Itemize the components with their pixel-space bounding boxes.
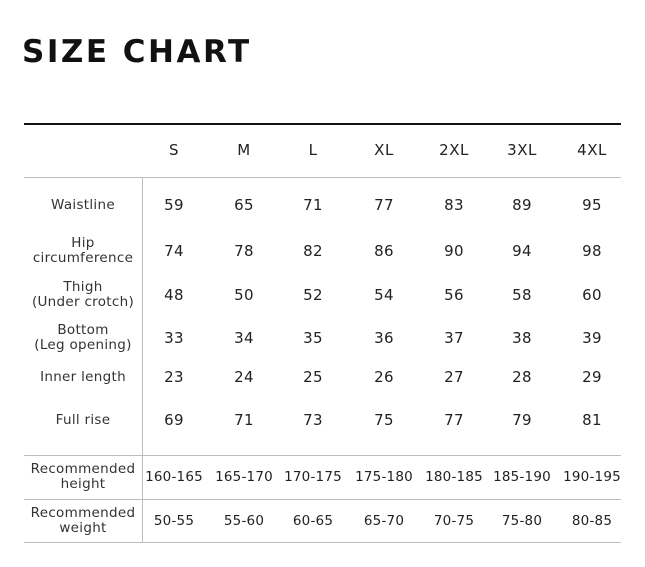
recommendation-cell: 65-70 [363, 513, 405, 529]
measurement-cell: 60 [582, 286, 602, 304]
header-divider [24, 177, 621, 178]
measurement-cell: 58 [512, 286, 532, 304]
row-label-inner-length-text [40, 370, 126, 385]
measurement-cell: 90 [444, 242, 464, 260]
row-label-bottom [24, 320, 142, 356]
size-header-2xl: 2XL [439, 141, 469, 159]
measurement-cell: 73 [303, 411, 323, 429]
recommendation-cell: 60-65 [292, 513, 334, 529]
row-label-waistline-text [51, 198, 115, 213]
recommendation-cell: 190-195 [563, 469, 621, 485]
row-label-recommended-height-text [31, 462, 136, 492]
recommendation-cell: 70-75 [433, 513, 475, 529]
recommendation-cell: 175-180 [355, 469, 413, 485]
recommendation-cell: 160-165 [145, 469, 203, 485]
label-line: circumference [32, 250, 134, 266]
size-header-4xl: 4XL [577, 141, 607, 159]
label-line: (Leg opening) [34, 337, 132, 353]
measurement-cell: 98 [582, 242, 602, 260]
recommendation-divider [24, 499, 621, 500]
measurement-cell: 23 [164, 368, 184, 386]
measurement-cell: 34 [234, 329, 254, 347]
size-chart-table [24, 123, 621, 543]
measurement-cell: 27 [444, 368, 464, 386]
label-line: Bottom [57, 322, 109, 338]
measurement-cell: 24 [234, 368, 254, 386]
measurement-cell: 71 [303, 196, 323, 214]
label-line: Waistline [51, 196, 115, 213]
row-label-recommended-weight-text [31, 506, 136, 536]
size-header-xl: XL [374, 141, 394, 159]
measurement-cell: 86 [374, 242, 394, 260]
label-line: Hip [71, 235, 95, 251]
measurement-cell: 50 [234, 286, 254, 304]
size-header-s: S [168, 141, 180, 159]
measurement-cell: 77 [374, 196, 394, 214]
measurement-cell: 59 [164, 196, 184, 214]
label-line: (Under crotch) [31, 294, 135, 310]
label-line: height [60, 476, 106, 492]
measurement-cell: 48 [164, 286, 184, 304]
row-label-recommended-height [24, 459, 142, 495]
size-header-l: L [308, 141, 318, 159]
row-label-thigh [24, 277, 142, 313]
recommendation-cell: 180-185 [425, 469, 483, 485]
table-top-rule [24, 123, 621, 125]
recommendation-cell: 165-170 [215, 469, 273, 485]
measurement-cell: 95 [582, 196, 602, 214]
measurement-cell: 69 [164, 411, 184, 429]
measurement-cell: 37 [444, 329, 464, 347]
label-line: Recommended [30, 461, 136, 477]
measurement-cell: 56 [444, 286, 464, 304]
measurements-divider [24, 455, 621, 456]
size-header-3xl: 3XL [507, 141, 537, 159]
measurement-cell: 71 [234, 411, 254, 429]
measurement-cell: 54 [374, 286, 394, 304]
measurement-cell: 29 [582, 368, 602, 386]
measurement-cell: 65 [234, 196, 254, 214]
recommendation-cell: 55-60 [223, 513, 265, 529]
measurement-cell: 38 [512, 329, 532, 347]
recommendation-cell: 50-55 [153, 513, 195, 529]
label-line: weight [59, 520, 107, 536]
row-label-waistline [24, 187, 142, 223]
recommendation-cell: 170-175 [284, 469, 342, 485]
measurement-cell: 82 [303, 242, 323, 260]
measurement-cell: 79 [512, 411, 532, 429]
recommendation-cell: 185-190 [493, 469, 551, 485]
size-header-m: M [237, 141, 251, 159]
measurement-cell: 75 [374, 411, 394, 429]
measurement-cell: 89 [512, 196, 532, 214]
row-label-thigh-text [32, 280, 134, 310]
measurement-cell: 78 [234, 242, 254, 260]
recommendation-cell: 80-85 [571, 513, 613, 529]
measurement-cell: 77 [444, 411, 464, 429]
row-label-hip [24, 233, 142, 269]
measurement-cell: 26 [374, 368, 394, 386]
row-label-full-rise [24, 402, 142, 438]
measurement-cell: 94 [512, 242, 532, 260]
measurement-cell: 81 [582, 411, 602, 429]
measurement-cell: 36 [374, 329, 394, 347]
measurement-cell: 74 [164, 242, 184, 260]
measurement-cell: 83 [444, 196, 464, 214]
label-line: Inner length [40, 368, 126, 385]
row-label-inner-length [24, 359, 142, 395]
label-line: Recommended [30, 505, 136, 521]
measurement-cell: 25 [303, 368, 323, 386]
row-label-bottom-text [34, 323, 131, 353]
row-label-recommended-weight [24, 503, 142, 539]
measurement-cell: 28 [512, 368, 532, 386]
measurement-cell: 35 [303, 329, 323, 347]
table-bottom-rule [24, 542, 621, 543]
page-title: SIZE CHART [22, 34, 252, 70]
recommendation-cell: 75-80 [501, 513, 543, 529]
measurement-cell: 39 [582, 329, 602, 347]
row-label-hip-text [33, 236, 133, 266]
row-label-full-rise-text [56, 413, 111, 428]
measurement-cell: 52 [303, 286, 323, 304]
label-line: Full rise [55, 411, 111, 428]
measurement-cell: 33 [164, 329, 184, 347]
label-line: Thigh [63, 279, 103, 295]
